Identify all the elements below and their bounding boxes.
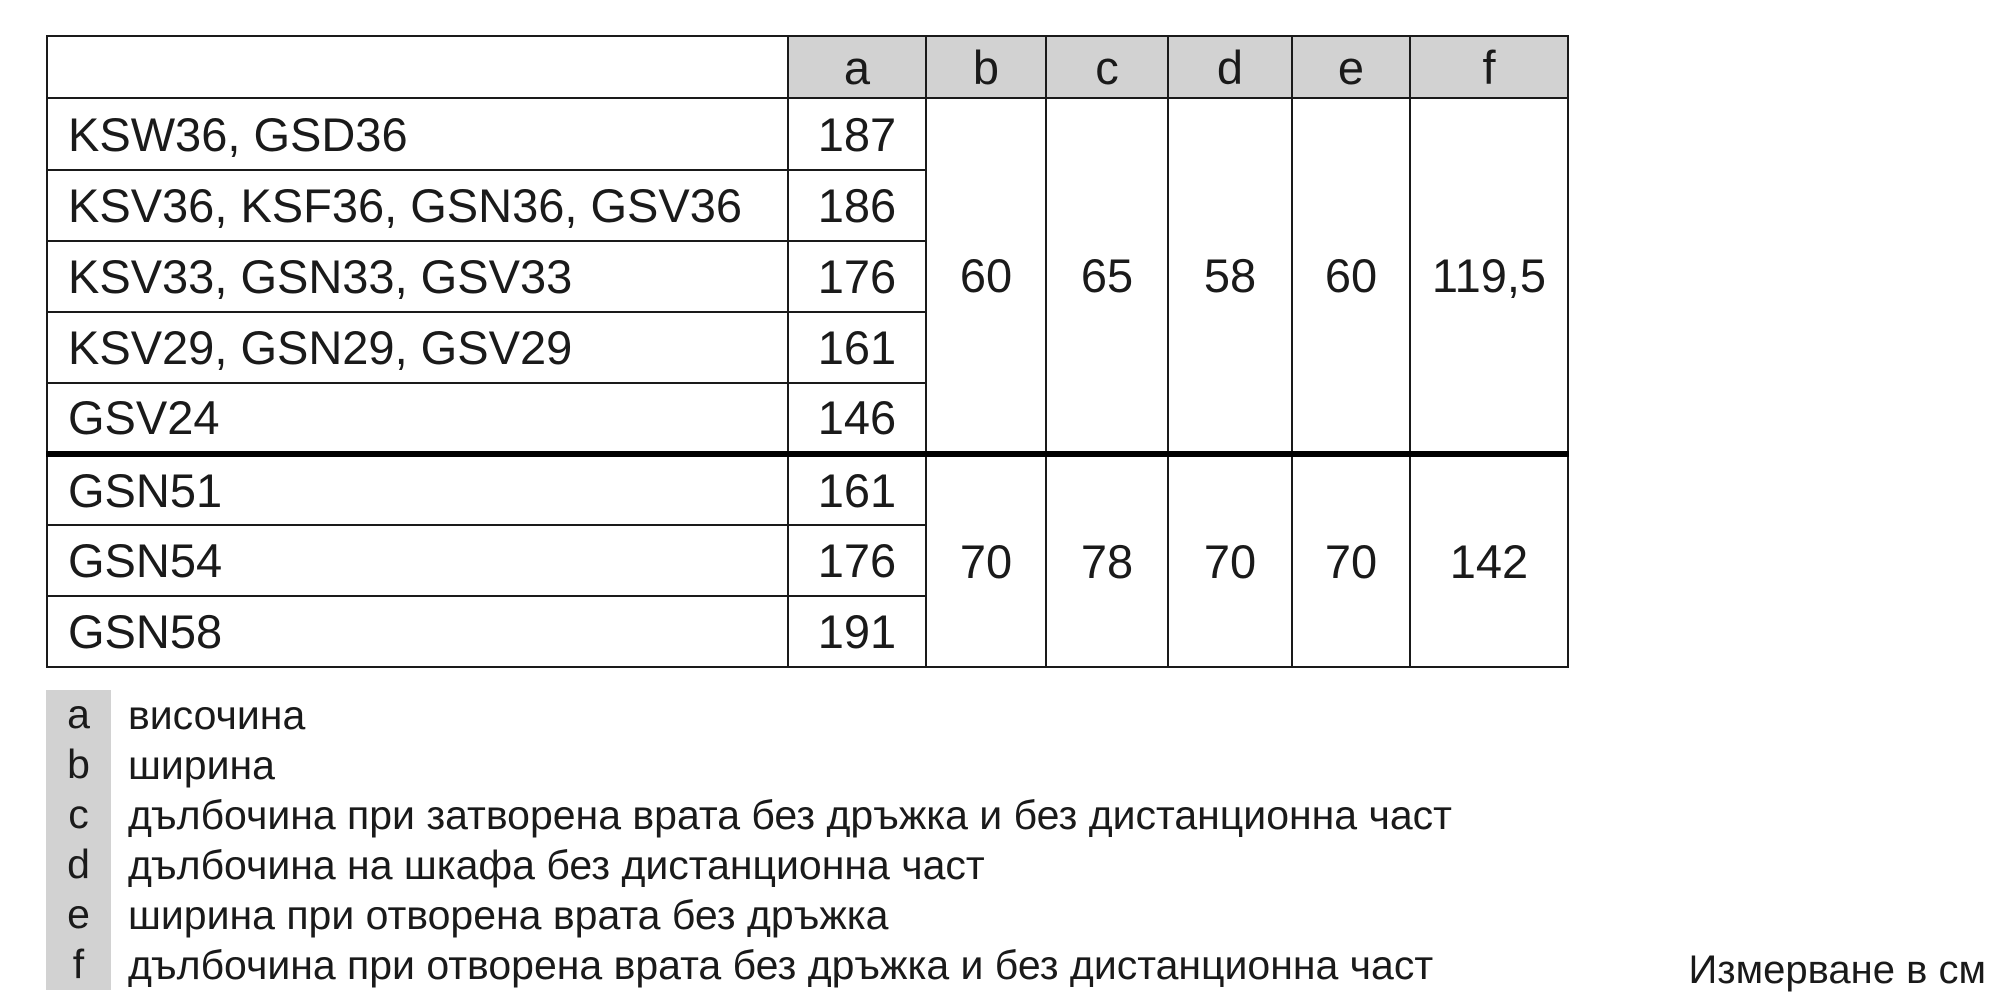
column-header-f: f xyxy=(1410,36,1568,98)
legend-key: b xyxy=(46,740,111,790)
legend-description: височина xyxy=(128,692,306,738)
shared-open-width-cell: 60 xyxy=(1292,98,1410,454)
legend-item-a xyxy=(46,690,1452,740)
height-cell: 191 xyxy=(788,596,926,667)
height-cell: 146 xyxy=(788,383,926,454)
legend-description: ширина при отворена врата без дръжка xyxy=(128,892,889,938)
model-name-cell: KSW36, GSD36 xyxy=(47,98,788,170)
legend-item-e xyxy=(46,890,1452,940)
legend-item-d xyxy=(46,840,1452,890)
column-header-e: e xyxy=(1292,36,1410,98)
shared-cabinet-depth-cell: 70 xyxy=(1168,454,1292,667)
legend-key: f xyxy=(46,940,111,990)
table-row xyxy=(47,454,1568,525)
legend-item-b xyxy=(46,740,1452,790)
height-cell: 186 xyxy=(788,170,926,241)
height-cell: 176 xyxy=(788,525,926,596)
column-header-d: d xyxy=(1168,36,1292,98)
column-header-a: a xyxy=(788,36,926,98)
dimensions-table xyxy=(46,35,1569,668)
model-name-cell: GSV24 xyxy=(47,383,788,454)
header-corner-cell xyxy=(47,36,788,98)
legend-description: дълбочина при отворена врата без дръжка и без дистанционна част xyxy=(128,942,1434,988)
table-header-row xyxy=(47,36,1568,98)
height-cell: 161 xyxy=(788,454,926,525)
legend-description: дълбочина на шкафа без дистанционна част xyxy=(128,842,985,888)
model-group-1 xyxy=(47,98,1568,454)
legend-item-c xyxy=(46,790,1452,840)
model-name-cell: GSN58 xyxy=(47,596,788,667)
legend-description: дълбочина при затворена врата без дръжка и без дистанционна част xyxy=(128,792,1452,838)
shared-width-cell: 70 xyxy=(926,454,1046,667)
height-cell: 187 xyxy=(788,98,926,170)
model-name-cell: GSN54 xyxy=(47,525,788,596)
shared-open-depth-cell: 142 xyxy=(1410,454,1568,667)
dimension-legend xyxy=(46,690,1452,990)
shared-open-depth-cell: 119,5 xyxy=(1410,98,1568,454)
shared-closed-depth-cell: 78 xyxy=(1046,454,1168,667)
legend-key: e xyxy=(46,890,111,940)
column-header-c: c xyxy=(1046,36,1168,98)
table-row xyxy=(47,98,1568,170)
shared-width-cell: 60 xyxy=(926,98,1046,454)
model-group-2 xyxy=(47,454,1568,667)
model-name-cell: KSV29, GSN29, GSV29 xyxy=(47,312,788,383)
height-cell: 161 xyxy=(788,312,926,383)
legend-key: d xyxy=(46,840,111,890)
legend-description: ширина xyxy=(128,742,275,788)
legend-item-f xyxy=(46,940,1452,990)
height-cell: 176 xyxy=(788,241,926,312)
column-header-b: b xyxy=(926,36,1046,98)
legend-key: a xyxy=(46,690,111,740)
model-name-cell: KSV33, GSN33, GSV33 xyxy=(47,241,788,312)
model-name-cell: KSV36, KSF36, GSN36, GSV36 xyxy=(47,170,788,241)
legend-key: c xyxy=(46,790,111,840)
shared-open-width-cell: 70 xyxy=(1292,454,1410,667)
shared-closed-depth-cell: 65 xyxy=(1046,98,1168,454)
shared-cabinet-depth-cell: 58 xyxy=(1168,98,1292,454)
model-name-cell: GSN51 xyxy=(47,454,788,525)
units-note: Измерване в см xyxy=(1688,948,1986,992)
